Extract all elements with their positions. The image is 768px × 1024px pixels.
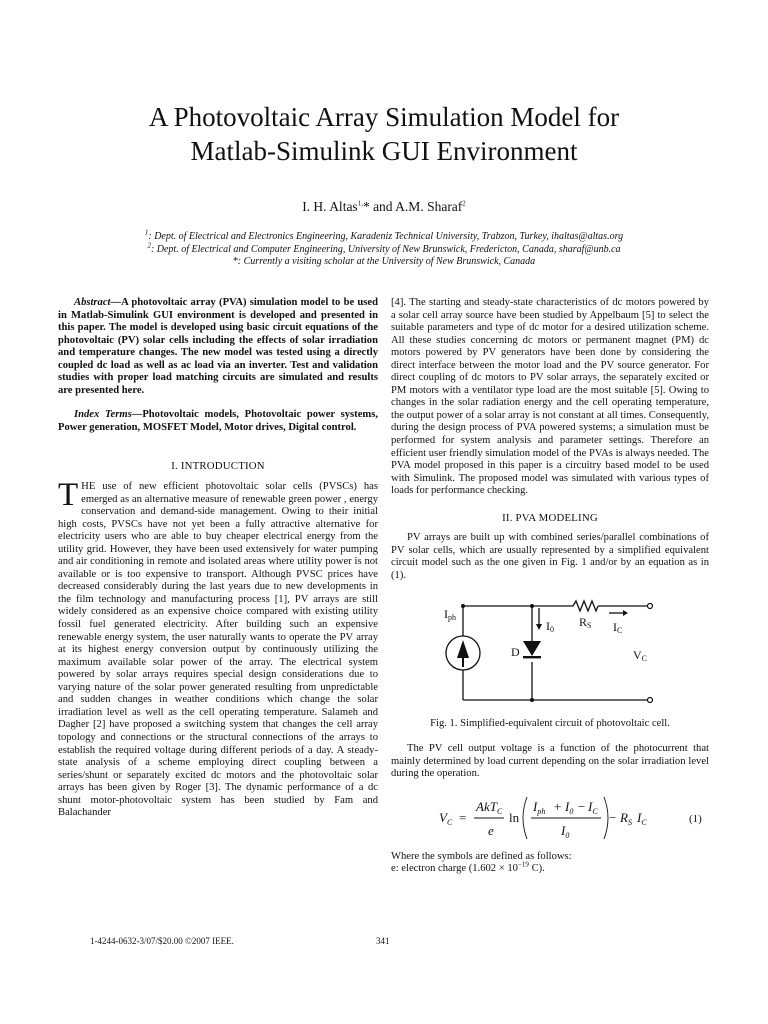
label-vc: VC <box>633 648 648 664</box>
author-line <box>60 199 708 215</box>
affiliation-3: *: Currently a visiting scholar at the University of New Brunswick, Canada <box>232 256 536 267</box>
label-i0: I0 <box>546 619 554 635</box>
equation-1 <box>391 787 709 847</box>
index-terms-text: Photovoltaic models, Photovoltaic power systems, Power generation, MOSFET Model, Motor drives, Digital control. <box>58 409 378 433</box>
svg-text:IC: $I_C$ <box>588 798 598 816</box>
label-ic: IC <box>613 620 623 636</box>
equation-1-svg <box>391 787 709 847</box>
footer-page-number: 341 <box>376 936 390 946</box>
svg-text:ln: ln <box>509 809 520 825</box>
paragraph-electron-charge: e: electron charge ($1.602 \times 10^{-19}$ C). <box>391 860 545 875</box>
index-terms: Index Terms—Photovoltaic models, Photovoltaic power systems, Power generation, MOSFET Model, Motor drives, Digital control. <box>58 409 378 433</box>
author-1-affil-mark: 1, <box>357 199 363 208</box>
svg-text:I0: $I_0$ <box>565 798 574 816</box>
equivalent-circuit-diagram <box>391 588 709 716</box>
label-rs: RS <box>579 615 592 631</box>
title-line-2: Matlab-Simulink GUI Environment <box>190 136 578 166</box>
author-1-star: * <box>362 199 370 214</box>
paragraph-pv-arrays: PV arrays are built up with combined series/parallel combinations of PV solar cells, which are usually represented by a simplified equivalent circuit model such as the one given in Fig. 1 and/or by an equation as in (1). <box>391 532 709 581</box>
svg-text:IC: $I_C$ <box>637 809 647 827</box>
title-line-1: A Photovoltaic Array Simulation Model for <box>148 102 620 132</box>
author-1: I. H. Altas <box>302 199 358 214</box>
right-column <box>391 297 709 876</box>
section-heading-pva-modeling: II. PVA MODELING <box>502 511 598 524</box>
svg-text:I0: $I_0$ <box>561 822 570 840</box>
svg-text:RS: $R_S$ <box>620 809 632 827</box>
label-iph: Iph <box>444 607 456 623</box>
svg-text:Iph: $I_{ph}$ <box>533 798 546 816</box>
abstract-text: A photovoltaic array (PVA) simulation model to be used in Matlab-Simulink GUI environment is developed and presented in this paper. The model is developed using basic circuit equations of the photovoltaic (PV) solar cells including the effects of solar irradiation and temperature changes. The new model was tested using a directly coupled dc load as well as ac load via an inverter. Test and validation studies with proper load matching circuits are simulated and results are presented here. <box>58 297 378 396</box>
svg-text:+: + <box>554 798 562 814</box>
drop-cap: T <box>58 477 79 514</box>
figure-1-caption: Fig. 1. Simplified-equivalent circuit of photovoltaic cell. <box>430 718 670 730</box>
left-column <box>58 297 378 820</box>
svg-text:AkTC: AkT$_C$ <box>476 798 503 816</box>
paragraph-output-voltage: The PV cell output voltage is a function of the photocurrent that mainly determined by load current depending on the solar irradiation level during the operation. <box>391 743 709 780</box>
svg-text:e: e <box>488 822 494 838</box>
paragraph-symbols-intro: Where the symbols are defined as follows: <box>391 850 572 862</box>
paper-title <box>60 100 708 168</box>
author-2: and A.M. Sharaf <box>369 199 463 214</box>
label-diode: D <box>511 645 520 660</box>
svg-text:(1): (1) <box>689 812 702 825</box>
section-heading-introduction: I. INTRODUCTION <box>171 460 265 473</box>
svg-text:−: − <box>609 809 617 825</box>
footer-copyright: 1-4244-0632-3/07/$20.00 ©2007 IEEE. <box>90 936 234 946</box>
author-2-affil-mark: 2 <box>462 199 466 208</box>
svg-text:−: − <box>578 798 586 814</box>
introduction-paragraph: THE use of new efficient photovoltaic solar cells (PVSCs) has emerged as an alternative measure of renewable green power , energy conservation and demand-side management. Owing to their initial high costs, PVSCs have not yet been a fully attractive alternative for electricity users who are able to buy cheaper electrical energy from the utility grid. However, they have been used extensively for water pumping and air conditioning in remote and isolated areas where utility power is not available or is too expensive to transport. Although PVSC prices have decreased considerably during the last years due to new developments in the film technology and manufacturing process [1], PV arrays are still widely considered as an expensive choice compared with existing utility fossil fuel generated electricity. After building such an expensive renewable energy system, the user naturally wants to operate the PV array at its highest energy conversion output by continuously utilizing the maximum available solar power of the array. The electrical system powered by solar arrays requires special design considerations due to varying nature of the solar power generated resulting from unpredictable and sudden changes in weather conditions which change the solar irradiation level as well as the cell operating temperature. Salameh and Dagher [2] have proposed a switching system that changes the cell array topology and connections or the structural connections of the arrays to establish the required voltage during different periods of a day. A steady-state analysis of a scheme employing direct coupling between a series/shunt or separately excited dc motors and the photovoltaic solar arrays has been given by Roger [3]. The dynamic performance of a dc shunt motor-photovoltaic system has been studied by Fam and Balachander <box>58 477 378 819</box>
affiliation-2: $^2$: Dept. of Electrical and Computer Engineering, University of New Brunswick, Fredericton, Canada, sharaf@unb.ca <box>147 241 621 255</box>
affiliation-1: $^1$: Dept. of Electrical and Electronics Engineering, Karadeniz Technical University, Trabzon, Turkey, ihaltas@altas.org <box>144 228 624 242</box>
svg-text:VC: $V_C$ <box>439 809 453 827</box>
abstract: Abstract—A photovoltaic array (PVA) simulation model to be used in Matlab-Simulink GUI environment is developed and presented in this paper. The model is developed using basic circuit equations of the photovoltaic (PV) solar cells including the effects of solar irradiation and temperature changes. The new model was tested using a directly coupled dc load as well as ac load via an inverter. Test and validation studies with proper load matching circuits are simulated and results are presented here. <box>58 297 378 396</box>
svg-text:=: = <box>459 809 467 825</box>
affiliations <box>60 228 708 269</box>
figure-1-circuit <box>391 588 709 716</box>
paragraph-continued: [4]. The starting and steady-state characteristics of dc motors powered by a solar cell array source have been studied by Appelbaum [5] to select the suitable parameters and type of dc motor for a desired utilization scheme. All these studies concerning dc motors or permanent magnet (PM) dc motors powered by PV generators have been done by considering the direct interface between the motor load and the PV source generator. For direct coupling of dc motors to PV solar arrays, the separately excited or PM motors with a ventilator type load are the most suitable [5]. Owing to changes in the solar radiation energy and the cell operating temperature, the output power of a solar array is not constant at all times. Consequently, during the design process of PVA powered systems; a simulation must be performed for system analysis and parameter settings. Therefore an efficient user friendly simulation model of the PVAs is always needed. The PVA model proposed in this paper is a circuitry based model to be used with Simulink. The proposed model was simulated with various types of loads for performance checking. <box>391 297 709 497</box>
